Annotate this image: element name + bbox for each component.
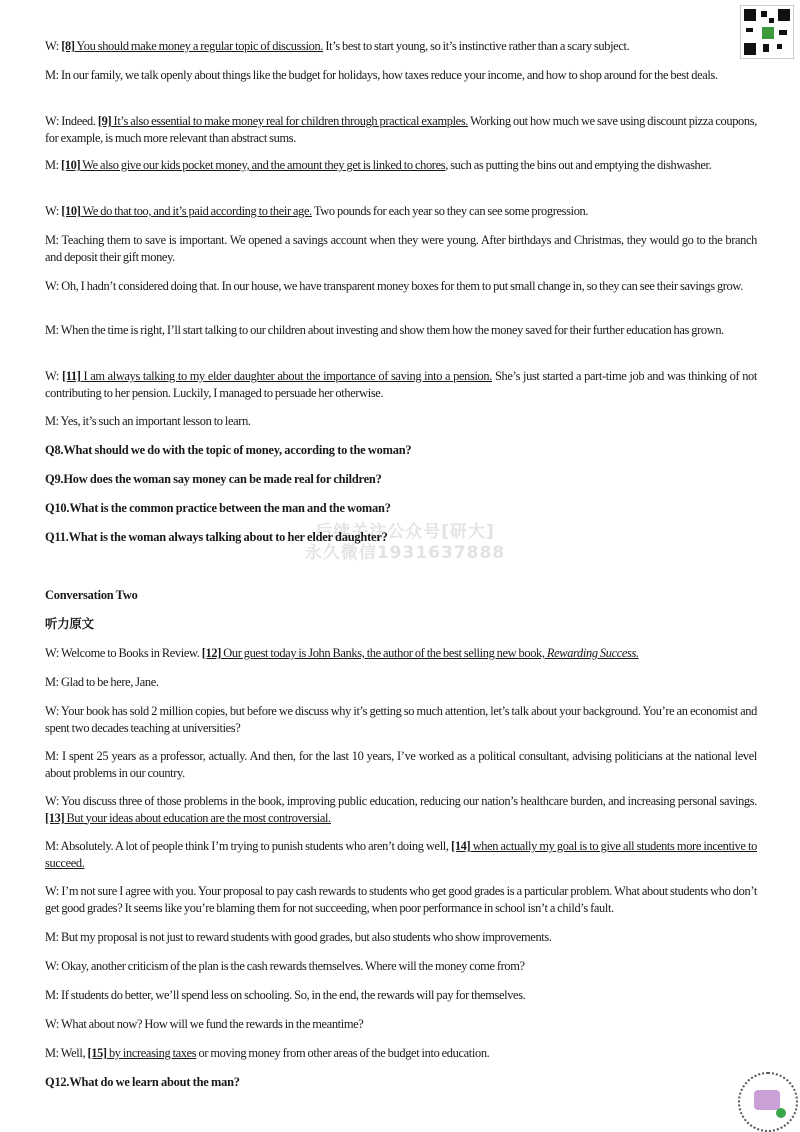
dialogue-line: [45, 413, 757, 430]
question: Q10.What is the common practice between the man and the woman?: [45, 501, 391, 515]
dialogue-line: [45, 232, 757, 265]
dialogue-line: [45, 157, 757, 174]
speaker-text: W:: [45, 39, 62, 53]
dialogue-line: [45, 674, 757, 691]
logo-icon: [738, 1072, 798, 1132]
dialogue-line: [45, 203, 757, 220]
speaker-text: M: In our family, we talk openly about things like the budget for holidays, how taxes reduce your income, and how to shop around for the best deals.: [45, 68, 718, 82]
question: Q9.How does the woman say money can be made real for children?: [45, 472, 382, 486]
key-sentence: It’s also essential to make money real for children through practical examples.: [111, 114, 469, 128]
answer-tag: [14]: [451, 839, 471, 853]
question: Q12.What do we learn about the man?: [45, 1075, 240, 1089]
key-sentence: We also give our kids pocket money, and the amount they get is linked to chores: [80, 158, 446, 172]
dialogue-line: [45, 645, 757, 662]
speaker-text: W: What about now? How will we fund the rewards in the meantime?: [45, 1017, 364, 1031]
speaker-text: M: Teaching them to save is important. We opened a savings account when they were young. After birthdays and Christmas, they would go to the branch and deposit their gift money.: [45, 233, 757, 264]
speaker-text: M:: [45, 158, 62, 172]
key-sentence: Our guest today is John Banks, the author of the best selling new book,: [221, 646, 547, 660]
trailing-text: She’s just started a part-time job and was thinking of not contributing to her pension. Luckily, I managed to persuade her otherwise.: [45, 369, 757, 400]
speaker-text: W: Indeed.: [45, 114, 98, 128]
speaker-text: M: Absolutely. A lot of people think I’m trying to punish students who aren’t doing well,: [45, 839, 452, 853]
answer-tag: [12]: [201, 646, 222, 660]
dialogue-line: [45, 113, 757, 146]
speaker-text: W: I’m not sure I agree with you. Your proposal to pay cash rewards to students who get good grades is a particular problem. What about students who don’t get good grades? It seems like you’re blaming them for not succeeding, when poor performance in school isn’t a child’s fault.: [45, 884, 757, 915]
key-sentence: by increasing taxes: [106, 1046, 197, 1060]
answer-tag: [11]: [61, 369, 81, 383]
dialogue-line: [45, 1016, 757, 1033]
trailing-text: Working out how much we save using discount pizza coupons, for example, is much more relevant than abstract sums.: [45, 114, 757, 145]
section-subtitle: 听力原文: [45, 617, 94, 631]
key-sentence: We do that too, and it’s paid according to their age.: [80, 204, 312, 218]
dialogue-line: [45, 987, 757, 1004]
dialogue-line: [45, 278, 757, 295]
trailing-text: Two pounds for each year so they can see some progression.: [311, 204, 589, 218]
trailing-text: or moving money from other areas of the budget into education.: [196, 1046, 490, 1060]
speaker-text: M: Yes, it’s such an important lesson to learn.: [45, 414, 251, 428]
trailing-text: , such as putting the bins out and emptying the dishwasher.: [445, 158, 712, 172]
dialogue-line: [45, 748, 757, 781]
watermark-line-2: 永久微信1931637888: [304, 543, 506, 563]
dialogue-line: [45, 793, 757, 826]
dialogue-line: [45, 322, 757, 339]
key-sentence: when actually my goal is to give all students more incentive to succeed.: [45, 839, 757, 870]
speaker-text: M: Well,: [45, 1046, 88, 1060]
speaker-text: W: Oh, I hadn’t considered doing that. In our house, we have transparent money boxes for them to put small change in, so they can see their savings grow.: [45, 279, 743, 293]
answer-tag: [10]: [61, 204, 81, 218]
section-title: Conversation Two: [45, 588, 138, 602]
dialogue-line: [45, 838, 757, 871]
question: Q8.What should we do with the topic of money, according to the woman?: [45, 443, 412, 457]
answer-tag: [13]: [45, 810, 65, 825]
key-sentence: But your ideas about education are the most controversial.: [64, 810, 331, 825]
speaker-text: W: Okay, another criticism of the plan is the cash rewards themselves. Where will the money come from?: [45, 959, 525, 973]
speaker-text: M: But my proposal is not just to reward students with good grades, but also students who show improvements.: [45, 930, 552, 944]
key-sentence: You should make money a regular topic of discussion.: [74, 39, 324, 53]
answer-tag: [10]: [61, 158, 81, 172]
dialogue-line: [45, 38, 757, 55]
question: Q11.What is the woman always talking about to her elder daughter?: [45, 530, 388, 544]
speaker-text: M: Glad to be here, Jane.: [45, 675, 159, 689]
speaker-text: M: If students do better, we’ll spend less on schooling. So, in the end, the rewards will pay for themselves.: [45, 988, 526, 1002]
speaker-text: W:: [45, 204, 62, 218]
answer-tag: [15]: [87, 1046, 107, 1060]
trailing-text: It’s best to start young, so it’s instinctive rather than a scary subject.: [323, 39, 630, 53]
dialogue-line: [45, 703, 757, 736]
speaker-text: M: When the time is right, I’ll start talking to our children about investing and show them how the money saved for their further education has grown.: [45, 323, 724, 337]
speaker-text: W: You discuss three of those problems in the book, improving public education, reducing our nation’s healthcare burden, and increasing personal savings.: [45, 794, 757, 808]
key-sentence: I am always talking to my elder daughter about the importance of saving into a pension.: [80, 369, 492, 383]
speaker-text: W: Welcome to Books in Review.: [45, 646, 202, 660]
watermark-line-1: 后续关注公众号[研大]: [315, 522, 495, 542]
answer-tag: [9]: [97, 114, 112, 128]
dialogue-line: [45, 883, 757, 916]
dialogue-line: [45, 958, 757, 975]
speaker-text: M: I spent 25 years as a professor, actually. And then, for the last 10 years, I’ve worked as a political consultant, advising politicians at the national level about problems in our country.: [45, 749, 757, 780]
speaker-text: W:: [45, 369, 62, 383]
answer-tag: [8]: [61, 39, 75, 53]
dialogue-line: [45, 67, 757, 84]
dialogue-line: [45, 368, 757, 401]
book-title: Rewarding Success.: [546, 646, 639, 660]
dialogue-line: [45, 1045, 757, 1062]
speaker-text: W: Your book has sold 2 million copies, but before we discuss why it’s getting so much attention, let’s talk about your background. You’re an economist and spent two decades teaching at universities?: [45, 704, 757, 735]
dialogue-line: [45, 929, 757, 946]
